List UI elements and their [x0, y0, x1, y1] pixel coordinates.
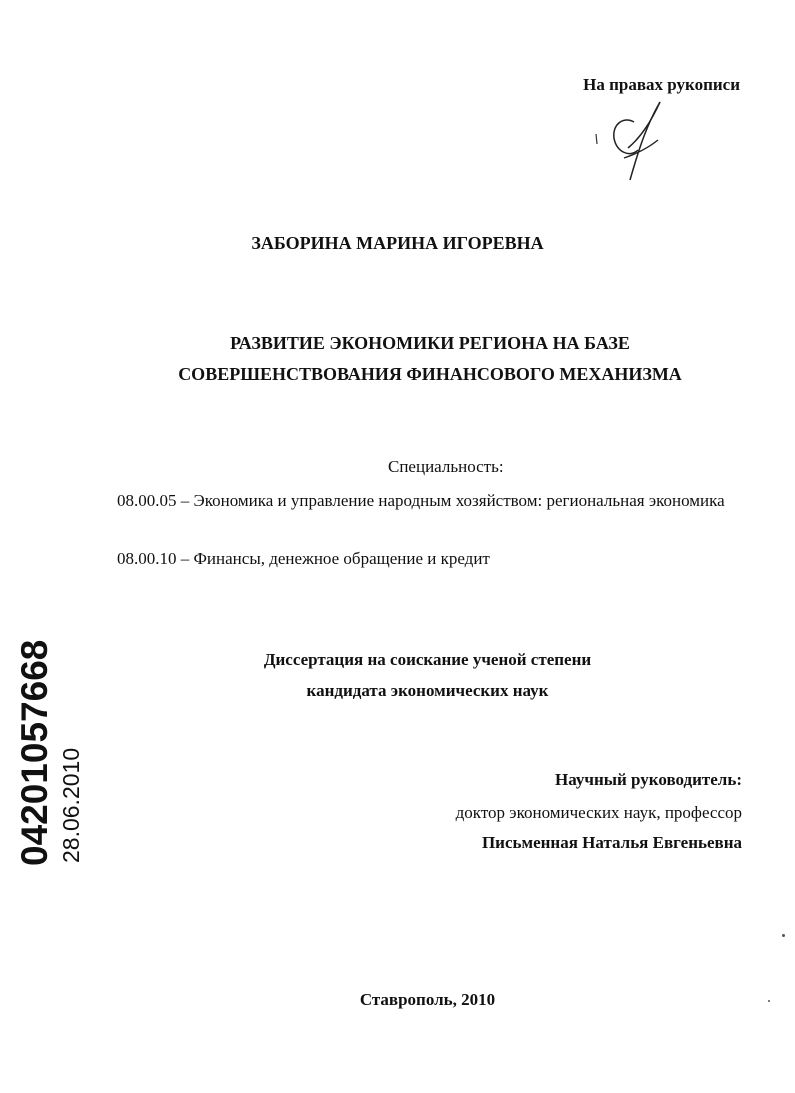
manuscript-note: На правах рукописи [583, 75, 740, 94]
supervisor-degree: доктор экономических наук, профессор [455, 803, 742, 822]
handwritten-signature-icon [588, 96, 674, 184]
degree-statement [0, 644, 795, 706]
scan-speck [782, 934, 785, 937]
scan-speck [768, 1000, 770, 1002]
stamp-date: 28.06.2010 [58, 747, 84, 863]
specialty-item-1: 08.00.05 – Экономика и управление народным хозяйством: региональная экономика [117, 491, 725, 510]
supervisor-name: Письменная Наталья Евгеньевна [481, 833, 742, 852]
dissertation-title [0, 328, 795, 390]
library-stamp [14, 631, 84, 866]
title-line-1: РАЗВИТИЕ ЭКОНОМИКИ РЕГИОНА НА БАЗЕ [230, 333, 630, 353]
supervisor-label: Научный руководитель: [555, 770, 742, 789]
title-line-2: СОВЕРШЕНСТВОВАНИЯ ФИНАНСОВОГО МЕХАНИЗМА [178, 364, 682, 384]
city-year: Ставрополь, 2010 [359, 990, 496, 1009]
specialty-heading: Специальность: [388, 457, 504, 476]
author-name: ЗАБОРИНА МАРИНА ИГОРЕВНА [251, 233, 544, 253]
degree-line-2: кандидата экономических наук [306, 681, 549, 700]
stamp-number: 04201057668 [14, 639, 55, 866]
specialty-item-2: 08.00.10 – Финансы, денежное обращение и кредит [117, 549, 490, 568]
degree-line-1: Диссертация на соискание ученой степени [263, 650, 592, 669]
